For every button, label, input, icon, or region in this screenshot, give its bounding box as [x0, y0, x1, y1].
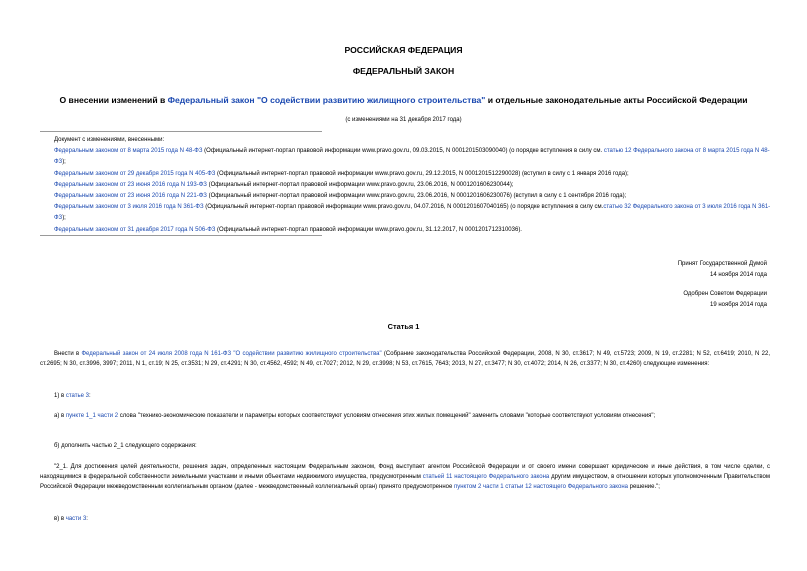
history-item: [40, 169, 780, 180]
article-paragraph-6: [40, 514, 770, 524]
history-link[interactable]: Федеральным законом от 23 июня 2016 года N 193-ФЗ: [54, 181, 207, 188]
history-text: (Официальный интернет-портал правовой информации www.pravo.gov.ru, 31.12.2017, N 0001201712310036).: [215, 226, 522, 233]
history-link-secondary[interactable]: статью 32 Федерального закона от 3 июля 2016 года N 361-ФЗ: [54, 204, 771, 222]
p6-suffix: :: [86, 516, 88, 522]
history-text: (Официальный интернет-портал правовой информации www.pravo.gov.ru, 23.06.2016, N 0001201606230076) (вступил в силу с 1 сентября 2016 года);: [206, 193, 627, 200]
title-suffix: и отдельные законодательные акты Российской Федерации: [485, 95, 748, 105]
history-item: [40, 202, 780, 224]
history-intro: Документ с изменениями, внесенными:: [54, 137, 165, 143]
history-text: (Официальный интернет-портал правовой информации www.pravo.gov.ru, 04.07.2016, N 0001201607040165) (о порядке вступления в силу см.: [203, 204, 604, 211]
history-item: [40, 191, 780, 202]
history-link[interactable]: Федеральным законом от 8 марта 2015 года N 48-ФЗ: [54, 148, 203, 155]
article-paragraph-4: [40, 441, 770, 451]
article-paragraph-1: [40, 349, 770, 369]
article-paragraph-2: [40, 391, 770, 401]
council-date: 19 ноября 2014 года: [710, 301, 767, 308]
history-link[interactable]: Федеральным законом от 3 июля 2016 года N 361-ФЗ: [54, 204, 204, 211]
law-type-heading: ФЕДЕРАЛЬНЫЙ ЗАКОН: [352, 66, 455, 76]
title-law-link[interactable]: Федеральный закон "О содействии развитию жилищного строительства": [167, 95, 486, 105]
article-paragraph-3: [40, 411, 770, 421]
p5-text-start: "2_1. Для достижения целей деятельности, решения задач, определенных настоящим Федеральным законом, Фонд выступает агентом Российской Федерации и от своего имени совершает юридические и иные действия, в том числе сделки, с находящимися в федеральной собственности земельными участками и иными объектами недвижимого имущества, предусмотренным: [40, 464, 770, 481]
history-bottom-divider: [40, 235, 322, 236]
history-text: (Официальный интернет-портал правовой информации www.pravo.gov.ru, 23.06.2016, N 0001201606230044);: [206, 181, 514, 188]
council-label: Одобрен Советом Федерации: [683, 291, 767, 297]
history-tail: );: [62, 215, 66, 222]
change-history: [40, 135, 780, 236]
article-paragraph-5: [40, 462, 770, 493]
title-prefix: О внесении изменений в: [59, 95, 168, 105]
history-text: (Официальный интернет-портал правовой информации www.pravo.gov.ru, 09.03.2015, N 0001201503090040) (о порядке вступления в силу см.: [202, 148, 604, 155]
p5-link-article12[interactable]: пунктом 2 части 1 статьи 12 настоящего Федерального закона: [453, 484, 628, 491]
edition-note: (с изменениями на 31 декабря 2017 года): [345, 117, 462, 123]
history-tail: );: [62, 159, 66, 166]
p5-link-article11[interactable]: статьей 11 настоящего Федерального закона: [422, 474, 550, 481]
p3-link-point[interactable]: пункте 1_1: [65, 413, 96, 419]
duma-date: 14 ноября 2014 года: [710, 271, 767, 278]
history-link-secondary[interactable]: статью 12 Федерального закона от 8 марта 2015 года N 48-ФЗ: [54, 148, 770, 166]
p2-prefix: 1) в: [54, 393, 66, 399]
history-item: [40, 180, 780, 191]
p1-text: (Собрание законодательства Российской Федерации, 2008, N 30, ст.3617; N 49, ст.5723; 2009, N 19, ст.2281; N 52, ст.6419; 2010, N 22, ст.2695; N 30, ст.3996, 3997; 2011, N 1, ст.19; N 25, ст.3531; N 29, ст.4291; N 30, ст.4562, 4592; N 49, ст.7027; 2012, N 29, ст.3998; N 53, ст.7615, 7643; 2013, N 27, ст.3477; N 30, ст.4072; 2014, N 26, ст.3377; N 30, ст.4260) следующие изменения:: [40, 351, 770, 368]
p5-text-middle: другим имуществом, в отношении которых уполномоченным Правительством Российской Федерации межведомственным коллегиальным органом (далее - межведомственный коллегиальный орган) принято предусмотренное: [40, 474, 771, 491]
history-link[interactable]: Федеральным законом от 23 июня 2016 года N 221-ФЗ: [54, 193, 207, 200]
article-heading: Статья 1: [387, 322, 420, 331]
p1-law-link[interactable]: Федеральный закон от 24 июля 2008 года N 161-ФЗ "О содействии развитию жилищного строительства": [81, 351, 382, 357]
history-link[interactable]: Федеральным законом от 29 декабря 2015 года N 405-ФЗ: [54, 170, 216, 177]
p4-text: б) дополнить частью 2_1 следующего содержания:: [54, 443, 197, 449]
p6-prefix: в) в: [54, 516, 66, 522]
federation-heading: РОССИЙСКАЯ ФЕДЕРАЦИЯ: [344, 45, 463, 55]
document-title: [0, 95, 807, 105]
p1-prefix: Внести в: [54, 351, 82, 357]
council-approval: [683, 289, 767, 310]
p3-text: слова "технико-экономические показатели и параметры которых соответствуют условиям отнесения этих жилых помещений" заменить словами "которые соответствуют условиям отнесения";: [118, 413, 656, 419]
p3-link-part[interactable]: части 2: [97, 413, 119, 419]
history-link[interactable]: Федеральным законом от 31 декабря 2017 года N 506-ФЗ: [54, 226, 216, 233]
duma-adoption: [678, 259, 767, 280]
history-text: (Официальный интернет-портал правовой информации www.pravo.gov.ru, 29.12.2015, N 0001201512290028) (вступил в силу с 1 января 2016 года);: [215, 170, 629, 177]
p5-text-end: решение.";: [627, 484, 660, 491]
history-top-divider: [40, 131, 322, 132]
history-item: [40, 146, 780, 168]
p2-suffix: :: [88, 393, 91, 399]
p2-link[interactable]: статье 3: [65, 393, 89, 399]
p3-prefix: а) в: [54, 413, 66, 419]
p6-link[interactable]: части 3: [65, 516, 87, 522]
duma-label: Принят Государственной Думой: [677, 261, 767, 267]
